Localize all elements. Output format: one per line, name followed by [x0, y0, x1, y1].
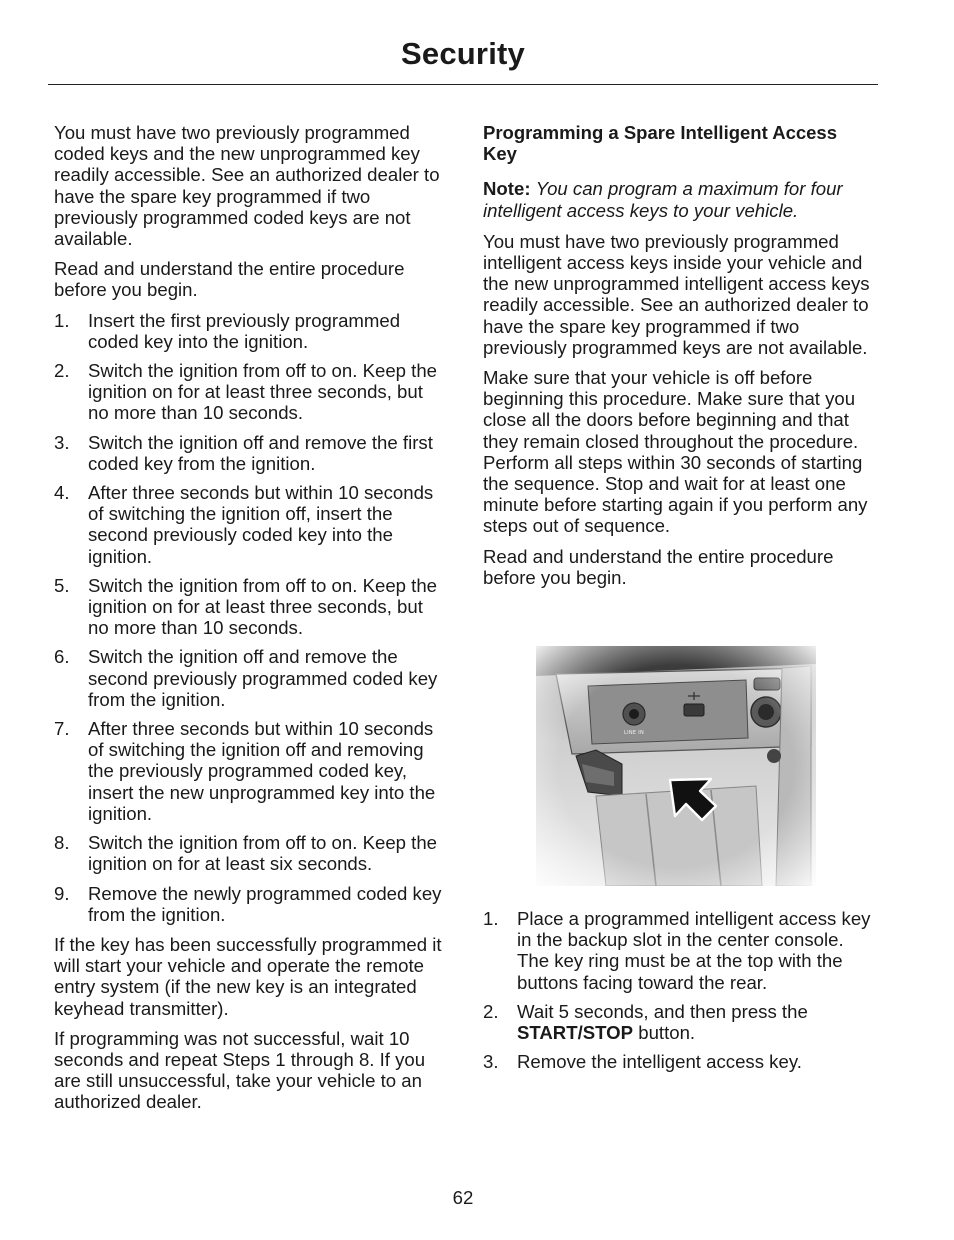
step-text: Switch the ignition from off to on. Keep the ignition on for at least six seconds.	[88, 832, 438, 875]
warning-paragraph: Make sure that your vehicle is off before beginning this procedure. Make sure that you close all the doors before beginning and that they remain closed throughout the procedure. Perform all steps within 30 seconds of starting the sequence. Stop and wait for at least one minute before starting again if you perform any steps out of sequence.	[483, 367, 868, 537]
center-console-illustration	[536, 646, 816, 886]
right-column	[483, 122, 875, 597]
start-stop-label: START/STOP	[517, 1022, 634, 1044]
list-item	[483, 1001, 875, 1043]
note-text: You can program a maximum for four intelligent access keys to your vehicle.	[483, 178, 843, 221]
list-item	[54, 432, 446, 474]
step-text: Switch the ignition from off to on. Keep the ignition on for at least three seconds, but no more than 10 seconds.	[88, 360, 438, 424]
list-item	[54, 883, 446, 925]
step-number: 7.	[54, 718, 70, 740]
step-text: Place a programmed intelligent access key in the backup slot in the center console. The key ring must be at the top with the buttons facing toward the rear.	[517, 908, 871, 993]
step-number: 2.	[483, 1000, 499, 1022]
step-text-start: Wait 5 seconds, and then press the	[517, 1000, 808, 1022]
center-console-figure	[536, 646, 816, 886]
list-item	[54, 718, 446, 824]
list-item	[54, 360, 446, 424]
step-number: 5.	[54, 574, 70, 596]
step-number: 3.	[483, 1051, 499, 1073]
step-text: Remove the newly programmed coded key from the ignition.	[88, 882, 442, 925]
step-number: 3.	[54, 431, 70, 453]
read-first-paragraph: Read and understand the entire procedure before you begin.	[54, 258, 405, 301]
step-text-end: button.	[633, 1022, 696, 1044]
step-number: 6.	[54, 646, 70, 668]
success-paragraph: If the key has been successfully programmed it will start your vehicle and operate the remote entry system (if the new key is an integrated keyhead transmitter).	[54, 933, 442, 1019]
section-heading: Programming a Spare Intelligent Access Key	[483, 122, 838, 165]
list-item	[54, 482, 446, 567]
step-number: 2.	[54, 360, 70, 382]
step-text: After three seconds but within 10 seconds of switching the ignition off and removing the previously programmed coded key, insert the new unprogrammed key into the ignition.	[88, 718, 436, 824]
intro-paragraph: You must have two previously programmed intelligent access keys inside your vehicle and the new unprogrammed intelligent access keys readily accessible. See an authorized dealer to have the spare key programmed if two previously programmed keys are not available.	[483, 230, 870, 358]
left-column	[54, 122, 446, 1122]
page-title: Security	[401, 36, 525, 71]
step-number: 1.	[483, 908, 499, 929]
step-number: 1.	[54, 309, 70, 331]
line-in-label: LINE IN	[624, 730, 645, 736]
step-text: Switch the ignition from off to on. Keep the ignition on for at least three seconds, but no more than 10 seconds.	[88, 574, 438, 639]
step-text: Switch the ignition off and remove the first coded key from the ignition.	[88, 431, 433, 474]
coded-key-steps	[54, 310, 446, 925]
read-first-paragraph: Read and understand the entire procedure before you begin.	[483, 545, 834, 588]
step-text: After three seconds but within 10 seconds of switching the ignition off, insert the second previously coded key into the ignition.	[88, 482, 434, 567]
step-number: 8.	[54, 832, 70, 854]
list-item	[54, 310, 446, 352]
list-item	[483, 1051, 875, 1072]
list-item	[54, 575, 446, 639]
list-item	[54, 646, 446, 710]
title-divider	[48, 84, 878, 85]
step-text: Switch the ignition off and remove the second previously programmed coded key from the ignition.	[88, 646, 438, 710]
step-number: 4.	[54, 482, 70, 504]
note-paragraph	[483, 178, 875, 220]
intro-paragraph: You must have two previously programmed coded keys and the new unprogrammed key readily accessible. See an authorized dealer to have the spare key programmed if two previously programmed coded keys are not available.	[54, 122, 440, 250]
page-number: 62	[452, 1187, 474, 1208]
list-item	[483, 908, 875, 993]
step-text: Insert the first previously programmed coded key into the ignition.	[88, 309, 401, 352]
note-label: Note:	[483, 178, 531, 200]
step-number: 9.	[54, 882, 70, 904]
intelligent-key-steps	[483, 908, 875, 1080]
step-text: Remove the intelligent access key.	[517, 1051, 802, 1073]
list-item	[54, 832, 446, 874]
failure-paragraph: If programming was not successful, wait 10 seconds and repeat Steps 1 through 8. If you are still unsuccessful, take your vehicle to an authorized dealer.	[54, 1027, 426, 1113]
step-text	[517, 1001, 875, 1043]
